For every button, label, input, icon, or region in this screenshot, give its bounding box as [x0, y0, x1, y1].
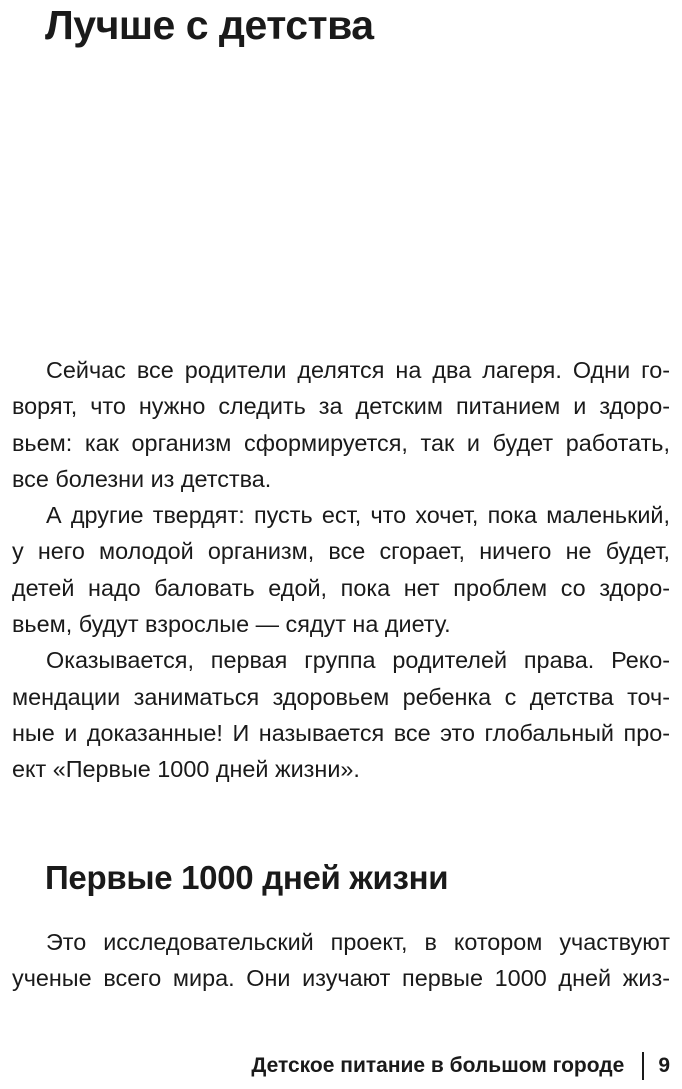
- text-line: у него молодой организм, все сгорает, ничего не будет,: [12, 538, 670, 565]
- text-line: все болезни из детства.: [12, 465, 272, 492]
- footer-book-title: Детское питание в большом городе: [251, 1054, 625, 1077]
- text-line: мендации заниматься здоровьем ребенка с детства точ-: [12, 683, 670, 710]
- section-text: [12, 924, 670, 997]
- section-title: Первые 1000 дней жизни: [45, 859, 449, 896]
- text-line: А другие твердят: пусть ест, что хочет, пока маленький,: [46, 502, 670, 529]
- text-line: ект «Первые 1000 дней жизни».: [12, 756, 360, 783]
- text-line: Это исследовательский проект, в котором участвуют: [46, 929, 670, 955]
- page-footer: [251, 1048, 670, 1084]
- text-line: вьем: как организм сформируется, так и будет работать,: [12, 429, 670, 456]
- text-line: ные и доказанные! И называется все это глобальный про-: [12, 719, 670, 746]
- text-line: ворят, что нужно следить за детским питанием и здоро-: [12, 393, 670, 420]
- chapter-title: Лучше с детства: [45, 2, 374, 48]
- text-line: ученые всего мира. Они изучают первые 1000 дней жиз-: [12, 965, 670, 992]
- text-line: Оказывается, первая группа родителей права. Реко-: [46, 647, 670, 674]
- text-line: детей надо баловать едой, пока нет проблем со здоро-: [12, 574, 670, 601]
- body-text: [12, 352, 670, 788]
- text-line: вьем, будут взрослые — сядут на диету.: [12, 611, 451, 638]
- footer-separator: [642, 1052, 644, 1080]
- text-line: Сейчас все родители делятся на два лагеря. Одни го-: [46, 357, 670, 383]
- page-number: 9: [658, 1054, 670, 1077]
